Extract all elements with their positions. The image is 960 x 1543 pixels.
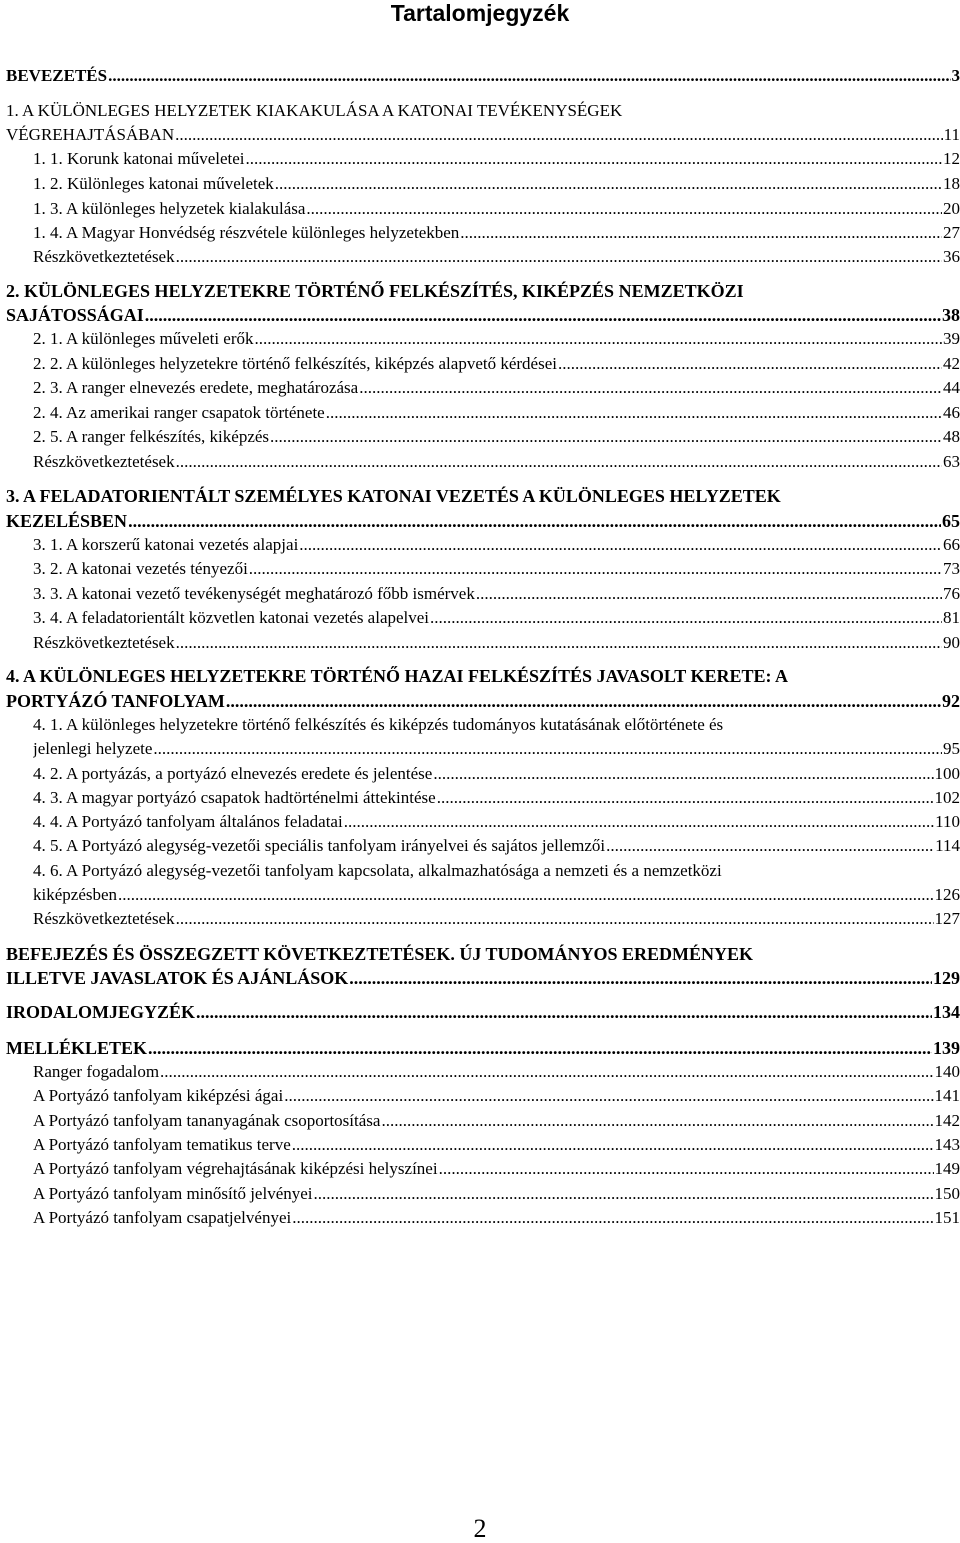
toc-page-number: 63 <box>943 452 960 471</box>
leader-dots <box>460 221 942 245</box>
leader-dots <box>284 1084 933 1108</box>
toc-entry[interactable] <box>6 509 960 533</box>
leader-dots <box>196 1000 932 1024</box>
toc-entry[interactable] <box>33 810 960 834</box>
toc-page-number: 11 <box>943 125 960 144</box>
toc-entry-label: 2. 1. A különleges műveleti erők <box>33 329 254 348</box>
toc-entry-label: Ranger fogadalom <box>33 1062 160 1081</box>
toc-entry-label: Részkövetkeztetések <box>33 247 175 266</box>
toc-page-number: 65 <box>942 511 960 531</box>
toc-heading-line: 3. A FELADATORIENTÁLT SZEMÉLYES KATONAI VEZETÉS A KÜLÖNLEGES HELYZETEK <box>6 486 781 506</box>
leader-dots <box>306 197 942 221</box>
toc-entry[interactable] <box>33 582 960 606</box>
toc-entry[interactable] <box>33 425 960 449</box>
leader-dots <box>292 1133 934 1157</box>
toc-entry-label: 1. 4. A Magyar Honvédség részvétele különleges helyzetekben <box>33 223 460 242</box>
toc-entry-label: Részkövetkeztetések <box>33 909 175 928</box>
toc-entry-label: 3. 3. A katonai vezető tevékenységét meghatározó főbb ismérvek <box>33 584 475 603</box>
toc-page-number: 140 <box>934 1062 960 1081</box>
leader-dots <box>437 786 934 810</box>
toc-page-number: 76 <box>943 584 960 603</box>
toc-entry[interactable] <box>33 1157 960 1181</box>
toc-page-number: 141 <box>934 1086 960 1105</box>
toc-entry[interactable] <box>33 147 960 171</box>
toc-entry[interactable] <box>33 533 960 557</box>
toc-entry-label: jelenlegi helyzete <box>33 739 153 758</box>
toc-entry-label: kiképzésben <box>33 885 118 904</box>
toc-entry-label: BEVEZETÉS <box>6 66 108 85</box>
toc-page-number: 100 <box>934 764 960 783</box>
toc-entry[interactable] <box>33 327 960 351</box>
toc-page-number: 95 <box>943 739 960 758</box>
toc-entry-label: 1. 2. Különleges katonai műveletek <box>33 174 274 193</box>
toc-entry[interactable] <box>6 123 960 147</box>
toc-entry[interactable] <box>33 1206 960 1230</box>
toc-entry-label: Részkövetkeztetések <box>33 452 175 471</box>
toc-entry-label: 2. 2. A különleges helyzetekre történő felkészítés, kiképzés alapvető kérdései <box>33 354 557 373</box>
toc-entry-label: Részkövetkeztetések <box>33 633 175 652</box>
toc-entry[interactable] <box>33 1182 960 1206</box>
leader-dots <box>606 834 934 858</box>
leader-dots <box>128 509 941 533</box>
toc-entry[interactable] <box>33 401 960 425</box>
toc-page-number: 48 <box>943 427 960 446</box>
leader-dots <box>292 1206 933 1230</box>
toc-page-number: 42 <box>943 354 960 373</box>
toc-entry-label: A Portyázó tanfolyam tematikus terve <box>33 1135 291 1154</box>
toc-entry[interactable] <box>6 64 960 88</box>
toc-entry[interactable] <box>33 1084 960 1108</box>
leader-dots <box>249 557 942 581</box>
toc-page-number: 134 <box>933 1002 960 1022</box>
leader-dots <box>359 376 942 400</box>
leader-dots <box>433 762 933 786</box>
toc-entry[interactable] <box>33 376 960 400</box>
toc-entry-label: A Portyázó tanfolyam végrehajtásának kiképzési helyszínei <box>33 1159 438 1178</box>
toc-entry-label: 1. 3. A különleges helyzetek kialakulása <box>33 199 306 218</box>
leader-dots <box>349 966 932 990</box>
toc-entry[interactable] <box>33 907 960 931</box>
toc-entry[interactable] <box>6 303 960 327</box>
toc-entry[interactable] <box>33 631 960 655</box>
toc-entry-label: 2. 5. A ranger felkészítés, kiképzés <box>33 427 270 446</box>
leader-dots <box>176 631 942 655</box>
toc-entry-line: 4. 1. A különleges helyzetekre történő felkészítés és kiképzés tudományos kutatásának előtörténete és <box>33 715 724 734</box>
toc-entry[interactable] <box>33 834 960 858</box>
toc-entry-label: 4. 3. A magyar portyázó csapatok hadtörténelmi áttekintése <box>33 788 436 807</box>
toc-entry-label: A Portyázó tanfolyam kiképzési ágai <box>33 1086 284 1105</box>
leader-dots <box>439 1157 934 1181</box>
leader-dots <box>108 64 950 88</box>
toc-entry[interactable] <box>33 450 960 474</box>
toc-entry[interactable] <box>33 245 960 269</box>
toc-entry[interactable] <box>33 606 960 630</box>
toc-entry-label: 4. 4. A Portyázó tanfolyam általános feladatai <box>33 812 343 831</box>
toc-entry-label: A Portyázó tanfolyam tananyagának csoportosítása <box>33 1111 381 1130</box>
leader-dots <box>476 582 942 606</box>
leader-dots <box>176 245 942 269</box>
leader-dots <box>299 533 942 557</box>
leader-dots <box>176 450 942 474</box>
toc-entry[interactable] <box>6 689 960 713</box>
leader-dots <box>176 907 934 931</box>
leader-dots <box>153 737 942 761</box>
toc-page-number: 81 <box>943 608 960 627</box>
toc-entry-label: VÉGREHAJTÁSÁBAN <box>6 125 175 144</box>
toc-entry[interactable] <box>33 883 960 907</box>
toc-page-number: 126 <box>934 885 960 904</box>
leader-dots <box>118 883 933 907</box>
toc-page-number: 142 <box>934 1111 960 1130</box>
toc-entry-label: KEZELÉSBEN <box>6 511 128 531</box>
toc-page-number: 151 <box>934 1208 960 1227</box>
toc-entry-label: 3. 2. A katonai vezetés tényezői <box>33 559 248 578</box>
toc-entry-label: PORTYÁZÓ TANFOLYAM <box>6 691 225 711</box>
toc-page-number: 39 <box>943 329 960 348</box>
leader-dots <box>344 810 934 834</box>
toc-entry[interactable] <box>33 1133 960 1157</box>
toc-page-number: 66 <box>943 535 960 554</box>
toc-entry-label: A Portyázó tanfolyam csapatjelvényei <box>33 1208 292 1227</box>
toc-page-number: 92 <box>942 691 960 711</box>
toc-heading-line: 4. A KÜLÖNLEGES HELYZETEKRE TÖRTÉNŐ HAZAI FELKÉSZÍTÉS JAVASOLT KERETE: A <box>6 666 788 686</box>
toc-entry[interactable] <box>6 1000 960 1024</box>
toc-entry[interactable] <box>33 172 960 196</box>
toc-entry[interactable] <box>33 786 960 810</box>
toc-heading-line: BEFEJEZÉS ÉS ÖSSZEGZETT KÖVETKEZTETÉSEK. ÚJ TUDOMÁNYOS EREDMÉNYEK <box>6 944 754 964</box>
toc-entry-label: SAJÁTOSSÁGAI <box>6 305 144 325</box>
leader-dots <box>246 147 942 171</box>
toc-page-number: 102 <box>934 788 960 807</box>
toc-entry-label: 2. 4. Az amerikai ranger csapatok története <box>33 403 325 422</box>
leader-dots <box>270 425 942 449</box>
toc-entry[interactable] <box>33 557 960 581</box>
toc-entry-label: 1. 1. Korunk katonai műveletei <box>33 149 245 168</box>
toc-page-number: 73 <box>943 559 960 578</box>
toc-page-number: 139 <box>933 1038 960 1058</box>
toc-page-number: 90 <box>943 633 960 652</box>
toc-page-number: 46 <box>943 403 960 422</box>
toc-heading-line: 1. A KÜLÖNLEGES HELYZETEK KIAKAKULÁSA A KATONAI TEVÉKENYSÉGEK <box>6 101 623 120</box>
toc-page-number: 150 <box>934 1184 960 1203</box>
toc-entry-label: MELLÉKLETEK <box>6 1038 148 1058</box>
leader-dots <box>275 172 942 196</box>
toc-page-number: 12 <box>943 149 960 168</box>
toc-page-number: 38 <box>942 305 960 325</box>
toc-page-number: 27 <box>943 223 960 242</box>
toc-entry[interactable] <box>33 352 960 376</box>
toc-entry-label: 4. 5. A Portyázó alegység-vezetői speciális tanfolyam irányelvei és sajátos jellemzői <box>33 836 606 855</box>
leader-dots <box>175 123 943 147</box>
toc-heading-line: 2. KÜLÖNLEGES HELYZETEKRE TÖRTÉNŐ FELKÉSZÍTÉS, KIKÉPZÉS NEMZETKÖZI <box>6 281 744 301</box>
toc-page-number: 110 <box>935 812 960 831</box>
toc-entry[interactable] <box>33 762 960 786</box>
toc-entry-line: 4. 6. A Portyázó alegység-vezetői tanfolyam kapcsolata, alkalmazhatósága a nemzeti és a nemzetközi <box>33 861 722 880</box>
toc-entry-label: ILLETVE JAVASLATOK ÉS AJÁNLÁSOK <box>6 968 349 988</box>
toc-entry-label: 2. 3. A ranger elnevezés eredete, meghatározása <box>33 378 359 397</box>
toc-page-number: 44 <box>943 378 960 397</box>
toc-entry[interactable] <box>33 1060 960 1084</box>
toc-page-number: 36 <box>943 247 960 266</box>
leader-dots <box>145 303 941 327</box>
toc-entry-label: IRODALOMJEGYZÉK <box>6 1002 196 1022</box>
toc-page-number: 143 <box>934 1135 960 1154</box>
toc-page-number: 129 <box>933 968 960 988</box>
leader-dots <box>381 1109 933 1133</box>
toc-entry[interactable] <box>6 966 960 990</box>
toc-page-number: 114 <box>935 836 960 855</box>
toc-entry-label: 3. 4. A feladatorientált közvetlen katonai vezetés alapelvei <box>33 608 430 627</box>
toc-entry[interactable] <box>33 1109 960 1133</box>
toc-page-number: 18 <box>943 174 960 193</box>
toc-page-number: 3 <box>951 66 960 85</box>
leader-dots <box>558 352 942 376</box>
leader-dots <box>430 606 942 630</box>
leader-dots <box>314 1182 934 1206</box>
toc-page-number: 20 <box>943 199 960 218</box>
toc-entry-label: 3. 1. A korszerű katonai vezetés alapjai <box>33 535 299 554</box>
leader-dots <box>148 1036 932 1060</box>
toc-entry-label: A Portyázó tanfolyam minősítő jelvényei <box>33 1184 313 1203</box>
toc-entry[interactable] <box>6 1036 960 1060</box>
toc-entry[interactable] <box>33 197 960 221</box>
leader-dots <box>255 327 943 351</box>
toc-entry-label: 4. 2. A portyázás, a portyázó elnevezés eredete és jelentése <box>33 764 433 783</box>
toc-entry[interactable] <box>33 737 960 761</box>
leader-dots <box>160 1060 933 1084</box>
toc-page-number: 149 <box>934 1159 960 1178</box>
leader-dots <box>326 401 942 425</box>
toc-entry[interactable] <box>33 221 960 245</box>
page-number: 2 <box>473 1514 487 1543</box>
toc-page-number: 127 <box>934 909 960 928</box>
page-title: Tartalomjegyzék <box>390 0 570 26</box>
leader-dots <box>226 689 941 713</box>
